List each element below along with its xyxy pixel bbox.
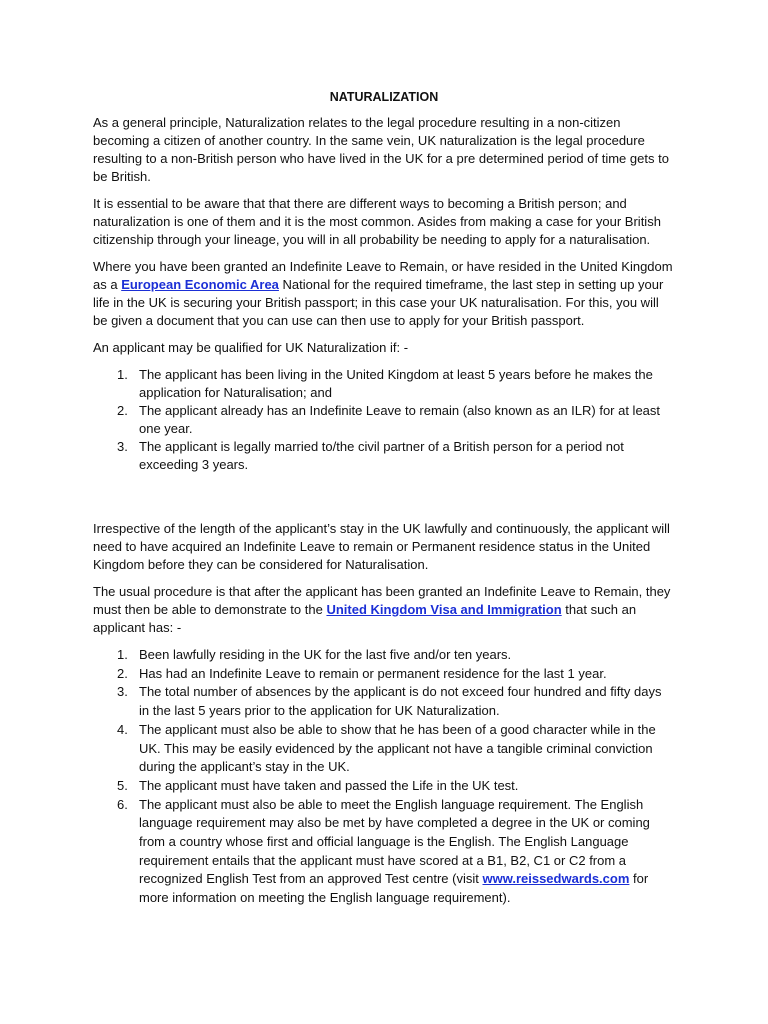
- paragraph-procedure: [93, 583, 675, 637]
- list-item: [93, 665, 675, 684]
- list-item-number: 3.: [117, 684, 128, 700]
- paragraph-qualified: An applicant may be qualified for UK Naturalization if: -: [93, 340, 409, 355]
- list-item-text: The total number of absences by the applicant is do not exceed four hundred and fifty days in the last 5 years prior to the application for UK Naturalization.: [139, 684, 662, 719]
- paragraph-procedure-text-before: The usual procedure is that after the applicant has been granted an Indefinite Leave to Remain, they must then be able to demonstrate to the: [93, 584, 671, 617]
- uk-visa-immigration-link[interactable]: United Kingdom Visa and Immigration: [326, 602, 562, 617]
- paragraph-ways: It is essential to be aware that that there are different ways to becoming a British person; and naturalization is one of them and it is the most common. Asides from making a case for your British citizenship through your lineage, you will in all probability be needing to apply for a naturalisation.: [93, 196, 661, 247]
- list-item-text: Been lawfully residing in the UK for the last five and/or ten years.: [139, 647, 512, 662]
- paragraph-ilr-text-before: Where you have been granted an Indefinite Leave to Remain, or have resided in the United Kingdom as a: [93, 259, 673, 292]
- list-item-number: 3.: [117, 439, 128, 454]
- list-item-text: Has had an Indefinite Leave to remain or permanent residence for the last 1 year.: [139, 665, 607, 681]
- list-item: [93, 683, 675, 720]
- list-item-text-after: for more information on meeting the English language requirement).: [139, 871, 649, 906]
- list-item: [93, 402, 675, 438]
- list-item-number: 5.: [117, 777, 128, 793]
- paragraph-irrespective: Irrespective of the length of the applicant’s stay in the UK lawfully and continuously, the applicant will need to have acquired an Indefinite Leave to remain or Permanent residence status in the United Kingdom before they can be considered for Naturalisation.: [93, 521, 670, 572]
- list-item-text: The applicant has been living in the United Kingdom at least 5 years before he makes the application for Naturalisation; and: [139, 367, 653, 400]
- list-item-text-before: The applicant must also be able to meet the English language requirement. The English language requirement may also be met by have completed a degree in the UK or coming from a country whose first and official language is the English. The English Language requirement entails that the applicant must have scored at a B1, B2, C1 or C2 from a recognized English Test from an approved Test centre (visit: [139, 796, 650, 887]
- list-item-number: 1.: [117, 647, 128, 662]
- list-item: [93, 646, 675, 665]
- list-item-number: 1.: [117, 367, 128, 382]
- list-item-text: The applicant is legally married to/the civil partner of a British person for a period not exceeding 3 years.: [139, 439, 624, 472]
- paragraph-ilr: [93, 258, 675, 330]
- list-item-number: 2.: [117, 665, 128, 681]
- paragraph-ilr-text-after: National for the required timeframe, the last step in setting up your life in the UK is securing your British passport; in this case your UK naturalisation. For this, you will be given a document that you can use can then use to apply for your British passport.: [93, 277, 664, 328]
- list-item-number: 6.: [117, 796, 128, 812]
- paragraph-intro: As a general principle, Naturalization relates to the legal procedure resulting in a non-citizen becoming a citizen of another country. In the same vein, UK naturalization is the legal procedure resulting to a non-British person who have lived in the UK for a pre determined period of time gets to be British.: [93, 115, 669, 184]
- list-item: [93, 777, 675, 796]
- list-item: [93, 721, 675, 777]
- document-title: NATURALIZATION: [329, 90, 439, 104]
- paragraph-procedure-text-after: that such an applicant has: -: [93, 602, 637, 635]
- list-item-text: The applicant must also be able to show that he has been of a good character while in the UK. This may be easily evidenced by the applicant not have a tangible criminal conviction during the applicant’s stay in the UK.: [139, 721, 656, 775]
- list-item: [93, 366, 675, 402]
- list-item-text: The applicant must have taken and passed the Life in the UK test.: [139, 777, 519, 793]
- list-item: [93, 796, 675, 908]
- qualification-list: [93, 366, 675, 474]
- list-item-number: 4.: [117, 721, 128, 737]
- european-economic-area-link[interactable]: European Economic Area: [121, 277, 279, 292]
- requirements-list: [93, 646, 675, 908]
- list-item-number: 2.: [117, 403, 128, 418]
- list-item: [93, 438, 675, 474]
- reissedwards-link[interactable]: www.reissedwards.com: [482, 871, 630, 887]
- list-item-text: The applicant already has an Indefinite Leave to remain (also known as an ILR) for at least one year.: [139, 403, 661, 436]
